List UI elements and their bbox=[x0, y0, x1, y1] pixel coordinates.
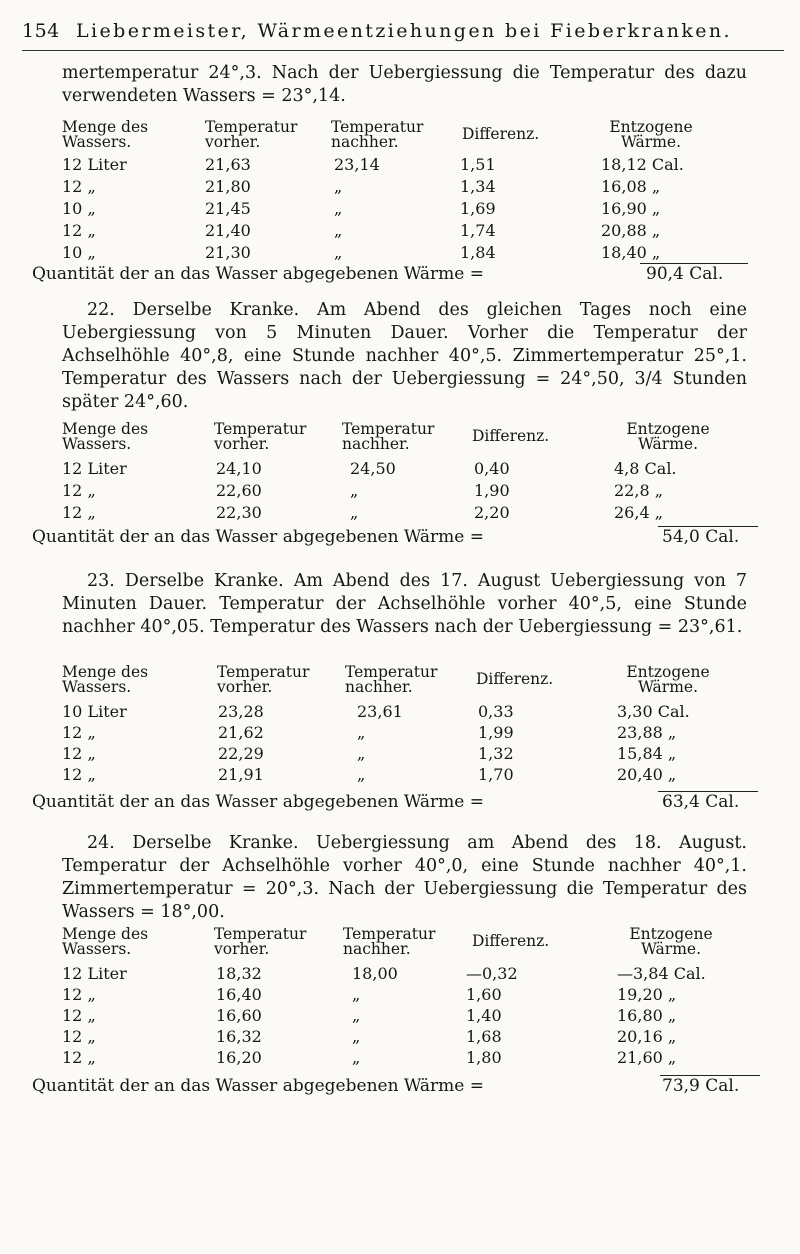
cell-nachher: „ bbox=[350, 481, 359, 500]
cell-menge: 12 „ bbox=[62, 1006, 96, 1025]
table-1 bbox=[32, 118, 752, 284]
running-title: Liebermeister, Wärmeentziehungen bei Fieberkranken. bbox=[76, 20, 732, 42]
total-value: 73,9 Cal. bbox=[662, 1076, 740, 1096]
total-label: Quantität der an das Wasser abgegebenen Wärme = bbox=[32, 264, 485, 284]
table-row bbox=[62, 1026, 752, 1048]
cell-menge: 12 Liter bbox=[62, 155, 127, 174]
cell-differenz: 1,90 bbox=[474, 481, 510, 500]
cell-differenz: 1,68 bbox=[466, 1027, 502, 1046]
cell-nachher: 24,50 bbox=[350, 459, 396, 478]
col-header-nachher: Temperatur nachher. bbox=[342, 420, 435, 453]
cell-waerme: 20,88 „ bbox=[601, 221, 661, 240]
cell-nachher: „ bbox=[357, 723, 366, 742]
col-header-menge: Menge des Wassers. bbox=[62, 420, 149, 453]
cell-vorher: 16,20 bbox=[216, 1048, 262, 1067]
cell-menge: 12 „ bbox=[62, 765, 96, 784]
cell-differenz: 1,74 bbox=[460, 221, 496, 240]
cell-menge: 12 Liter bbox=[62, 459, 127, 478]
cell-nachher: „ bbox=[334, 199, 343, 218]
total-value: 63,4 Cal. bbox=[662, 792, 740, 812]
table-row bbox=[62, 764, 752, 786]
cell-vorher: 24,10 bbox=[216, 459, 262, 478]
cell-nachher: „ bbox=[357, 744, 366, 763]
cell-differenz: 0,40 bbox=[474, 459, 510, 478]
cell-differenz: 1,70 bbox=[478, 765, 514, 784]
cell-vorher: 16,40 bbox=[216, 985, 262, 1004]
cell-differenz: 1,80 bbox=[466, 1048, 502, 1067]
col-header-nachher: Temperatur nachher. bbox=[343, 925, 436, 958]
cell-nachher: „ bbox=[350, 503, 359, 522]
table-row bbox=[62, 743, 752, 765]
table-row bbox=[62, 198, 752, 220]
cell-nachher: „ bbox=[357, 765, 366, 784]
cell-vorher: 21,62 bbox=[218, 723, 264, 742]
cell-menge: 12 „ bbox=[62, 503, 96, 522]
intro-paragraph: mertemperatur 24°,3. Nach der Uebergiessung die Temperatur des dazu verwendeten Wassers = 23°,14. bbox=[62, 63, 747, 106]
cell-differenz: —0,32 bbox=[466, 964, 518, 983]
paragraph-22: 22. Derselbe Kranke. Am Abend des gleichen Tages noch eine Uebergiessung von 5 Minuten Dauer. Vorher die Temperatur der Achselhöhle 40°,8, eine Stunde nachher 40°,5. Zimmertemperatur 25°,1. Temperatur des Wassers nach der Uebergiessung = 24°,50, 3/4 Stunden später 24°,60. bbox=[62, 300, 747, 412]
cell-menge: 10 „ bbox=[62, 243, 96, 262]
cell-nachher: „ bbox=[334, 221, 343, 240]
col-header-waerme: Entzogene Wärme. bbox=[609, 118, 693, 151]
table-row bbox=[62, 1005, 752, 1027]
cell-menge: 12 „ bbox=[62, 744, 96, 763]
col-header-differenz: Differenz. bbox=[472, 427, 550, 445]
cell-nachher: „ bbox=[352, 1027, 361, 1046]
cell-menge: 12 „ bbox=[62, 481, 96, 500]
table-row bbox=[62, 502, 752, 524]
cell-waerme: 23,88 „ bbox=[617, 723, 677, 742]
table-row bbox=[62, 220, 752, 242]
cell-nachher: „ bbox=[352, 1048, 361, 1067]
cell-vorher: 21,40 bbox=[205, 221, 251, 240]
cell-vorher: 21,45 bbox=[205, 199, 251, 218]
cell-vorher: 22,60 bbox=[216, 481, 262, 500]
cell-waerme: 26,4 „ bbox=[614, 503, 663, 522]
col-header-vorher: Temperatur vorher. bbox=[214, 420, 307, 453]
cell-vorher: 21,80 bbox=[205, 177, 251, 196]
col-header-vorher: Temperatur vorher. bbox=[217, 663, 310, 696]
cell-differenz: 1,32 bbox=[478, 744, 514, 763]
cell-menge: 10 „ bbox=[62, 199, 96, 218]
col-header-menge: Menge des Wassers. bbox=[62, 925, 149, 958]
col-header-waerme: Entzogene Wärme. bbox=[626, 420, 710, 453]
col-header-differenz: Differenz. bbox=[462, 125, 540, 143]
paragraph-23: 23. Derselbe Kranke. Am Abend des 17. August Uebergiessung von 7 Minuten Dauer. Temperatur der Achselhöhle vorher 40°,5, eine Stunde nachher 40°,05. Temperatur des Wassers nach der Uebergiessung = 23°,61. bbox=[62, 571, 747, 637]
cell-vorher: 18,32 bbox=[216, 964, 262, 983]
cell-menge: 12 „ bbox=[62, 221, 96, 240]
cell-waerme: —3,84 Cal. bbox=[617, 964, 706, 983]
total-value: 54,0 Cal. bbox=[662, 527, 740, 547]
table-1-total bbox=[32, 263, 762, 285]
cell-nachher: „ bbox=[334, 177, 343, 196]
cell-nachher: 23,61 bbox=[357, 702, 403, 721]
table-row bbox=[62, 722, 752, 744]
cell-waerme: 18,40 „ bbox=[601, 243, 661, 262]
table-2 bbox=[32, 420, 752, 547]
cell-waerme: 15,84 „ bbox=[617, 744, 677, 763]
total-label: Quantität der an das Wasser abgegebenen Wärme = bbox=[32, 527, 485, 547]
cell-nachher: 23,14 bbox=[334, 155, 380, 174]
cell-vorher: 16,32 bbox=[216, 1027, 262, 1046]
col-header-nachher: Temperatur nachher. bbox=[331, 118, 424, 151]
table-row bbox=[62, 963, 752, 985]
table-2-total bbox=[32, 526, 762, 548]
table-row bbox=[62, 701, 752, 723]
cell-waerme: 16,08 „ bbox=[601, 177, 661, 196]
total-label: Quantität der an das Wasser abgegebenen Wärme = bbox=[32, 1076, 485, 1096]
cell-menge: 12 „ bbox=[62, 1048, 96, 1067]
cell-menge: 12 „ bbox=[62, 723, 96, 742]
cell-menge: 12 „ bbox=[62, 985, 96, 1004]
cell-nachher: 18,00 bbox=[352, 964, 398, 983]
cell-nachher: „ bbox=[334, 243, 343, 262]
cell-differenz: 1,34 bbox=[460, 177, 496, 196]
cell-menge: 12 Liter bbox=[62, 964, 127, 983]
cell-differenz: 2,20 bbox=[474, 503, 510, 522]
cell-nachher: „ bbox=[352, 985, 361, 1004]
cell-waerme: 21,60 „ bbox=[617, 1048, 677, 1067]
col-header-waerme: Entzogene Wärme. bbox=[629, 925, 713, 958]
cell-differenz: 1,84 bbox=[460, 243, 496, 262]
cell-waerme: 20,16 „ bbox=[617, 1027, 677, 1046]
total-label: Quantität der an das Wasser abgegebenen Wärme = bbox=[32, 792, 485, 812]
table-row bbox=[62, 1047, 752, 1069]
table-4 bbox=[32, 925, 752, 1096]
cell-differenz: 0,33 bbox=[478, 702, 514, 721]
table-row bbox=[62, 154, 752, 176]
col-header-menge: Menge des Wassers. bbox=[62, 118, 149, 151]
table-row bbox=[62, 984, 752, 1006]
cell-waerme: 4,8 Cal. bbox=[614, 459, 677, 478]
cell-menge: 12 „ bbox=[62, 1027, 96, 1046]
cell-vorher: 22,30 bbox=[216, 503, 262, 522]
table-row bbox=[62, 242, 752, 264]
col-header-vorher: Temperatur vorher. bbox=[205, 118, 298, 151]
cell-differenz: 1,99 bbox=[478, 723, 514, 742]
cell-nachher: „ bbox=[352, 1006, 361, 1025]
running-header bbox=[22, 20, 782, 42]
cell-vorher: 22,29 bbox=[218, 744, 264, 763]
cell-differenz: 1,69 bbox=[460, 199, 496, 218]
page-number: 154 bbox=[22, 20, 60, 42]
table-row bbox=[62, 480, 752, 502]
cell-waerme: 16,80 „ bbox=[617, 1006, 677, 1025]
col-header-menge: Menge des Wassers. bbox=[62, 663, 149, 696]
col-header-waerme: Entzogene Wärme. bbox=[626, 663, 710, 696]
table-row bbox=[62, 176, 752, 198]
paragraph-24: 24. Derselbe Kranke. Uebergiessung am Abend des 18. August. Temperatur der Achselhöhle vorher 40°,0, eine Stunde nachher 40°,1. Zimmertemperatur = 20°,3. Nach der Uebergiessung die Temperatur des Wassers = 18°,00. bbox=[62, 833, 747, 922]
total-value: 90,4 Cal. bbox=[646, 264, 724, 284]
cell-vorher: 21,30 bbox=[205, 243, 251, 262]
col-header-vorher: Temperatur vorher. bbox=[214, 925, 307, 958]
cell-waerme: 19,20 „ bbox=[617, 985, 677, 1004]
cell-waerme: 20,40 „ bbox=[617, 765, 677, 784]
table-3 bbox=[32, 663, 752, 812]
table-row bbox=[62, 458, 752, 480]
col-header-differenz: Differenz. bbox=[476, 670, 554, 688]
cell-vorher: 21,91 bbox=[218, 765, 264, 784]
cell-waerme: 16,90 „ bbox=[601, 199, 661, 218]
cell-vorher: 23,28 bbox=[218, 702, 264, 721]
cell-waerme: 18,12 Cal. bbox=[601, 155, 684, 174]
cell-waerme: 3,30 Cal. bbox=[617, 702, 690, 721]
cell-differenz: 1,60 bbox=[466, 985, 502, 1004]
cell-vorher: 16,60 bbox=[216, 1006, 262, 1025]
table-3-total bbox=[32, 791, 762, 813]
table-4-total bbox=[32, 1075, 762, 1097]
cell-waerme: 22,8 „ bbox=[614, 481, 663, 500]
header-rule bbox=[22, 50, 784, 51]
cell-vorher: 21,63 bbox=[205, 155, 251, 174]
cell-menge: 10 Liter bbox=[62, 702, 127, 721]
cell-differenz: 1,40 bbox=[466, 1006, 502, 1025]
cell-differenz: 1,51 bbox=[460, 155, 496, 174]
col-header-nachher: Temperatur nachher. bbox=[345, 663, 438, 696]
cell-menge: 12 „ bbox=[62, 177, 96, 196]
col-header-differenz: Differenz. bbox=[472, 932, 550, 950]
